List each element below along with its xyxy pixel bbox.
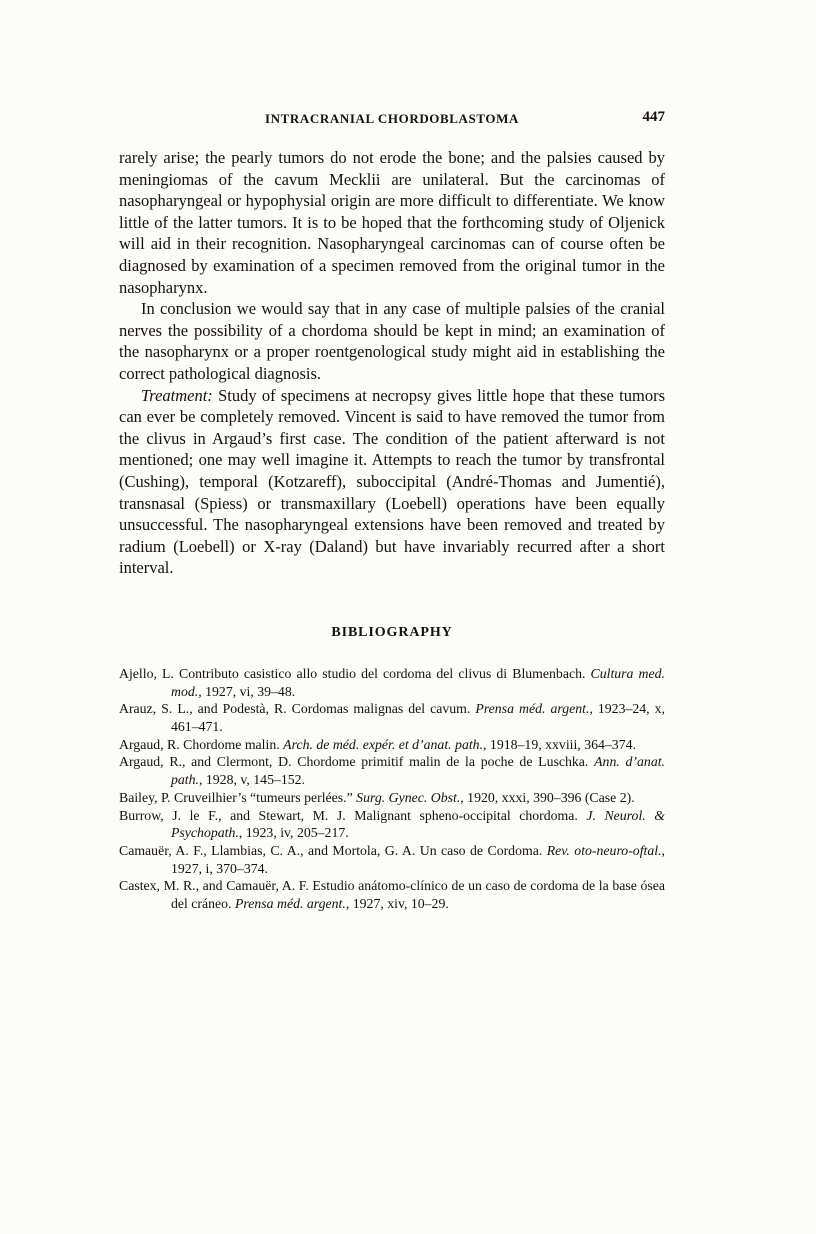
italic-segment: Prensa méd. argent.: [475, 701, 590, 717]
text-segment: Arauz, S. L., and Podestà, R. Cordomas malignas del cavum.: [119, 701, 476, 717]
text-segment: , 1927, vi, 39–48.: [198, 683, 296, 699]
text-segment: , 1927, xiv, 10–29.: [345, 896, 449, 912]
text-segment: , 1927, i, 370–374.: [171, 842, 665, 876]
italic-segment: Surg. Gynec. Obst.: [356, 789, 461, 805]
text-segment: rarely arise; the pearly tumors do not erode the bone; and the palsies caused by meningiomas of the cavum Mecklii are unilateral. But the carcinomas of nasopharyngeal or hypophysial origin are more difficult to differentiate. We know little of the latter tumors. It is to be hoped that the forthcoming study of Oljenick will aid in their recognition. Nasopharyngeal carcinomas can of course often be diagnosed by examination of a specimen removed from the original tumor in the nasopharynx.: [119, 148, 665, 297]
bibliography-entry: [119, 665, 665, 700]
bibliography-entry: [119, 842, 665, 877]
bibliography-entry: [119, 877, 665, 912]
bibliography-entry: [119, 700, 665, 735]
text-segment: In conclusion we would say that in any case of multiple palsies of the cranial nerves the possibility of a chordoma should be kept in mind; an examination of the nasopharynx or a proper roentgenological study might aid in establishing the correct pathological diagnosis.: [119, 299, 665, 383]
text-segment: , 1918–19, xxviii, 364–374.: [483, 736, 636, 752]
text-segment: Study of specimens at necropsy gives little hope that these tumors can ever be completely removed. Vincent is said to have removed the tumor from the clivus in Argaud’s first case. The condition of the patient afterward is not mentioned; one may well imagine it. Attempts to reach the tumor by transfrontal (Cushing), temporal (Kotzareff), suboccipital (André-Thomas and Jumentié), transnasal (Spiess) or transmaxillary (Loebell) operations have been equally unsuccessful. The nasopharyngeal extensions have been removed and treated by radium (Loebell) or X-ray (Daland) but have invariably recurred after a short interval.: [119, 385, 665, 578]
text-segment: , 1928, v, 145–152.: [198, 772, 306, 788]
bibliography-entry: [119, 789, 665, 807]
italic-segment: Rev. oto-neuro-oftal.: [546, 842, 662, 858]
running-head: [119, 111, 665, 131]
bibliography-entry: [119, 807, 665, 842]
italic-segment: Prensa méd. argent.: [234, 896, 346, 912]
bibliography-entry: [119, 736, 665, 754]
italic-segment: Ann. d’anat. path.: [171, 754, 666, 788]
page-content: [119, 111, 665, 913]
italic-segment: Cultura med. mod.: [171, 665, 665, 699]
text-segment: , 1920, xxxi, 390–396 (Case 2).: [460, 789, 635, 805]
italic-segment: Arch. de méd. expér. et d’anat. path.: [283, 736, 484, 752]
body-text: [119, 147, 665, 579]
bibliography-heading: BIBLIOGRAPHY: [331, 624, 453, 640]
text-segment: Bailey, P. Cruveilhier’s “tumeurs perlées.”: [119, 789, 357, 805]
paragraph: [119, 147, 665, 298]
paragraph: [119, 298, 665, 384]
text-segment: , 1923–24, x, 461–471.: [171, 701, 665, 734]
bibliography-list: [119, 665, 665, 913]
running-title: INTRACRANIAL CHORDOBLASTOMA: [265, 111, 519, 126]
paragraph: [119, 385, 665, 579]
text-segment: Argaud, R., and Clermont, D. Chordome primitif malin de la poche de Luschka.: [119, 754, 595, 770]
italic-segment: J. Neurol. & Psychopath.: [171, 807, 665, 841]
italic-segment: Treatment:: [141, 385, 213, 405]
text-segment: Burrow, J. le F., and Stewart, M. J. Malignant spheno-occipital chordoma.: [119, 807, 587, 823]
text-segment: Camauër, A. F., Llambias, C. A., and Mortola, G. A. Un caso de Cordoma.: [119, 842, 547, 858]
text-segment: Ajello, L. Contributo casistico allo studio del cordoma del clivus di Blumenbach.: [119, 665, 591, 681]
text-segment: Castex, M. R., and Camauër, A. F. Estudio anátomo-clínico de un caso de cordoma de la base ósea del cráneo.: [119, 878, 665, 912]
bibliography-entry: [119, 753, 665, 788]
text-segment: , 1923, iv, 205–217.: [238, 825, 349, 841]
page-number: 447: [642, 109, 665, 125]
text-segment: Argaud, R. Chordome malin.: [119, 736, 284, 752]
